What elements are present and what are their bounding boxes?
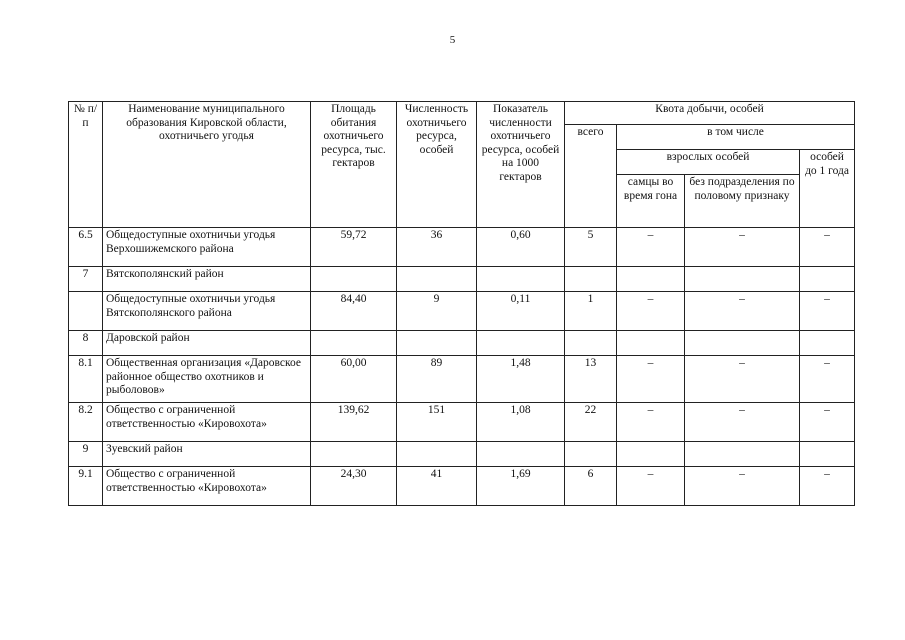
cell-num xyxy=(69,292,103,331)
cell-no-division xyxy=(685,442,800,467)
cell-males: – xyxy=(617,467,685,506)
cell-density xyxy=(477,442,565,467)
cell-density: 1,69 xyxy=(477,467,565,506)
cell-young xyxy=(800,331,855,356)
cell-density: 0,11 xyxy=(477,292,565,331)
cell-young: – xyxy=(800,292,855,331)
cell-num: 7 xyxy=(69,267,103,292)
cell-males: – xyxy=(617,403,685,442)
cell-no-division xyxy=(685,331,800,356)
cell-area: 24,30 xyxy=(311,467,397,506)
cell-young: – xyxy=(800,228,855,267)
table-row xyxy=(69,331,855,356)
cell-no-division: – xyxy=(685,467,800,506)
cell-total xyxy=(565,267,617,292)
cell-num: 8.2 xyxy=(69,403,103,442)
cell-name: Общедоступные охотничьи угодья Вятскополянского района xyxy=(103,292,311,331)
cell-total: 5 xyxy=(565,228,617,267)
header-young: особей до 1 года xyxy=(800,150,855,228)
cell-name: Общественная организация «Даровское районное общество охотников и рыболовов» xyxy=(103,356,311,403)
cell-count: 36 xyxy=(397,228,477,267)
cell-name: Общество с ограниченной ответственностью «Кировохота» xyxy=(103,403,311,442)
header-quota: Квота добычи, особей xyxy=(565,102,855,125)
cell-name: Общество с ограниченной ответственностью «Кировохота» xyxy=(103,467,311,506)
cell-area: 84,40 xyxy=(311,292,397,331)
cell-count xyxy=(397,331,477,356)
cell-count: 9 xyxy=(397,292,477,331)
cell-no-division xyxy=(685,267,800,292)
cell-males: – xyxy=(617,228,685,267)
cell-total: 6 xyxy=(565,467,617,506)
cell-count: 151 xyxy=(397,403,477,442)
table-row xyxy=(69,403,855,442)
cell-area xyxy=(311,267,397,292)
cell-count: 41 xyxy=(397,467,477,506)
cell-area: 59,72 xyxy=(311,228,397,267)
header-name: Наименование муниципального образования Кировской области, охотничьего угодья xyxy=(103,102,311,228)
cell-total: 13 xyxy=(565,356,617,403)
cell-num: 8.1 xyxy=(69,356,103,403)
cell-males xyxy=(617,331,685,356)
cell-no-division: – xyxy=(685,292,800,331)
table-row xyxy=(69,267,855,292)
cell-density: 1,48 xyxy=(477,356,565,403)
cell-count: 89 xyxy=(397,356,477,403)
cell-num: 9.1 xyxy=(69,467,103,506)
cell-name: Даровской район xyxy=(103,331,311,356)
cell-density xyxy=(477,267,565,292)
header-adults: взрослых особей xyxy=(617,150,800,175)
table-row xyxy=(69,356,855,403)
cell-num: 9 xyxy=(69,442,103,467)
cell-young: – xyxy=(800,356,855,403)
header-area: Площадь обитания охотничьего ресурса, тыс. гектаров xyxy=(311,102,397,228)
cell-area: 60,00 xyxy=(311,356,397,403)
cell-density: 0,60 xyxy=(477,228,565,267)
cell-name: Вятскополянский район xyxy=(103,267,311,292)
cell-density xyxy=(477,331,565,356)
cell-no-division: – xyxy=(685,228,800,267)
cell-total xyxy=(565,331,617,356)
header-density: Показатель численности охотничьего ресурса, особей на 1000 гектаров xyxy=(477,102,565,228)
cell-area xyxy=(311,442,397,467)
header-total: всего xyxy=(565,125,617,228)
cell-name: Общедоступные охотничьи угодья Верхошижемского района xyxy=(103,228,311,267)
header-count: Численность охотничьего ресурса, особей xyxy=(397,102,477,228)
header-no-division: без подразделения по половому признаку xyxy=(685,175,800,228)
cell-young: – xyxy=(800,403,855,442)
cell-count xyxy=(397,267,477,292)
cell-total: 1 xyxy=(565,292,617,331)
cell-no-division: – xyxy=(685,356,800,403)
cell-males xyxy=(617,267,685,292)
cell-num: 6.5 xyxy=(69,228,103,267)
cell-density: 1,08 xyxy=(477,403,565,442)
cell-count xyxy=(397,442,477,467)
cell-males: – xyxy=(617,356,685,403)
header-num: № п/п xyxy=(69,102,103,228)
cell-total: 22 xyxy=(565,403,617,442)
table-row xyxy=(69,442,855,467)
header-including: в том числе xyxy=(617,125,855,150)
table-row xyxy=(69,467,855,506)
cell-young xyxy=(800,442,855,467)
cell-total xyxy=(565,442,617,467)
cell-males xyxy=(617,442,685,467)
cell-name: Зуевский район xyxy=(103,442,311,467)
cell-young: – xyxy=(800,467,855,506)
table-row xyxy=(69,228,855,267)
page-number: 5 xyxy=(449,34,456,46)
cell-males: – xyxy=(617,292,685,331)
cell-area: 139,62 xyxy=(311,403,397,442)
cell-num: 8 xyxy=(69,331,103,356)
header-males: самцы во время гона xyxy=(617,175,685,228)
quota-table xyxy=(68,101,855,506)
cell-no-division: – xyxy=(685,403,800,442)
cell-area xyxy=(311,331,397,356)
table-row xyxy=(69,292,855,331)
cell-young xyxy=(800,267,855,292)
